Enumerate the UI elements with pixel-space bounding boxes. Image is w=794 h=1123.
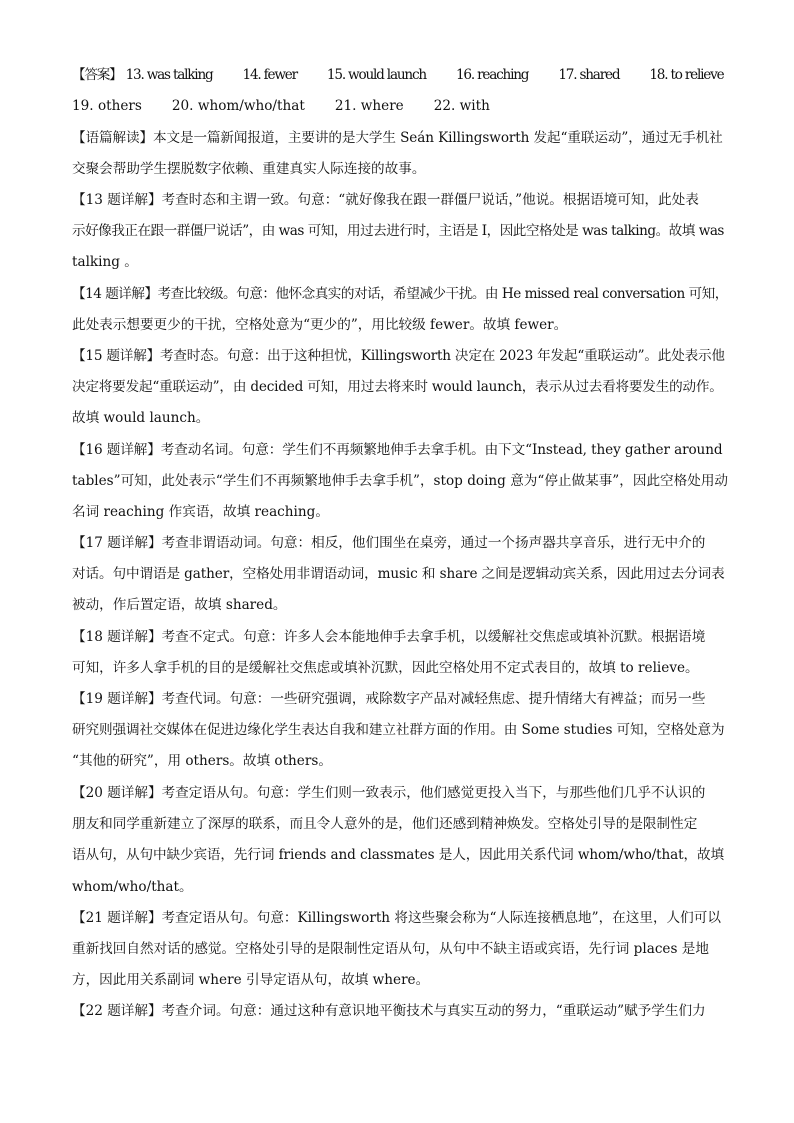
text-line: 故填 would launch。	[72, 410, 210, 427]
explanation-15	[72, 341, 728, 435]
answer-item: 18. to relieve	[649, 67, 724, 83]
answer-heading: 【答案】	[72, 67, 122, 83]
text-line: 【16 题详解】考查动名词。句意：学生们不再频繁地伸手去拿手机。由下文“Instead, they gather around	[72, 442, 723, 458]
answer-item: 22. with	[433, 98, 490, 115]
text-line: 【15 题详解】考查时态。句意：出于这种担忧，Killingsworth 决定在 2023 年发起“重联运动”。此处表示他	[72, 348, 725, 364]
explanation-13	[72, 185, 728, 279]
text-line: 【21 题详解】考查定语从句。句意：Killingsworth 将这些聚会称为“人际连接栖息地”，在这里，人们可以	[72, 910, 721, 926]
answer-key	[72, 60, 728, 122]
explanation-20	[72, 778, 728, 903]
explanation-17	[72, 528, 728, 622]
text-line: 朋友和同学重新建立了深厚的联系，而且令人意外的是，他们还感到精神焕发。空格处引导的是限制性定	[72, 816, 698, 833]
answer-item: 14. fewer	[242, 67, 297, 83]
answer-row-2	[72, 91, 728, 122]
text-line: tables”可知，此处表示“学生们不再频繁地伸手去拿手机”，stop doing 意为“停止做某事”，因此空格处用动	[72, 473, 728, 490]
text-line: talking 。	[72, 254, 138, 271]
answer-item: 21. where	[334, 98, 404, 115]
answer-item: 16. reaching	[455, 67, 529, 83]
answer-item: 19. others	[72, 98, 142, 115]
text-line: 【22 题详解】考查介词。句意：通过这种有意识地平衡技术与真实互动的努力，“重联运动”赋予学生们力	[72, 1003, 706, 1019]
answer-item: 15. would launch	[326, 67, 426, 83]
explanation-16	[72, 435, 728, 529]
explanation-18	[72, 622, 728, 684]
explanation-22	[72, 996, 728, 1027]
explanation-14	[72, 279, 728, 341]
text-line: 研究则强调社交媒体在促进边缘化学生表达自我和建立社群方面的作用。由 Some studies 可知，空格处意为	[72, 722, 725, 739]
text-line: 对话。句中谓语是 gather，空格处用非谓语动词，music 和 share 之间是逻辑动宾关系，因此用过去分词表	[72, 566, 725, 583]
explanation-21	[72, 903, 728, 997]
text-line: 示好像我正在跟一群僵尸说话”，由 was 可知，用过去进行时，主语是 I，因此空格处是 was talking。故填 was	[72, 223, 724, 240]
explanation-19	[72, 684, 728, 778]
text-line: 方，因此用关系副词 where 引导定语从句，故填 where。	[72, 972, 430, 989]
text-line: 决定将要发起“重联运动”，由 decided 可知，用过去将来时 would launch，表示从过去看将要发生的动作。	[72, 379, 723, 396]
text-line: 【17 题详解】考查非谓语动词。句意：相反，他们围坐在桌旁，通过一个扬声器共享音乐，进行无中介的	[72, 535, 706, 551]
text-line: 【19 题详解】考查代词。句意：一些研究强调，戒除数字产品对减轻焦虑、提升情绪大有裨益；而另一些	[72, 691, 706, 707]
answer-item: 17. shared	[558, 67, 620, 83]
answer-item: 13. was talking	[125, 67, 213, 83]
answer-item: 20. whom/who/that	[171, 98, 305, 115]
text-line: 名词 reaching 作宾语，故填 reaching。	[72, 504, 329, 521]
text-line: whom/who/that。	[72, 878, 193, 895]
passage-explanation	[72, 123, 728, 185]
text-line: 语从句，从句中缺少宾语，先行词 friends and classmates 是人，因此用关系代词 whom/who/that，故填	[72, 847, 725, 864]
text-line: 被动，作后置定语，故填 shared。	[72, 597, 287, 614]
text-line: 【18 题详解】考查不定式。句意：许多人会本能地伸手去拿手机，以缓解社交焦虑或填补沉默。根据语境	[72, 629, 706, 645]
text-line: 重新找回自然对话的感觉。空格处引导的是限制性定语从句，从句中不缺主语或宾语，先行词 places 是地	[72, 941, 709, 958]
text-line: “其他的研究”，用 others。故填 others。	[72, 753, 332, 770]
text-line: 【语篇解读】本文是一篇新闻报道，主要讲的是大学生 Seán Killingsworth 发起“重联运动”，通过无手机社	[72, 130, 723, 146]
text-line: 【14 题详解】考查比较级。句意：他怀念真实的对话，希望减少干扰。由 He missed real conversation 可知，	[72, 286, 728, 302]
text-line: 可知，许多人拿手机的目的是缓解社交焦虑或填补沉默，因此空格处用不定式表目的，故填 to relieve。	[72, 660, 699, 677]
answer-row-1	[72, 60, 728, 91]
text-line: 【13 题详解】考查时态和主谓一致。句意：“就好像我在跟一群僵尸说话，”他说。根据语境可知，此处表	[72, 192, 699, 208]
text-line: 此处表示想要更少的干扰，空格处意为“更少的”，用比较级 fewer。故填 fewer。	[72, 317, 568, 334]
text-line: 交聚会帮助学生摆脱数字依赖、重建真实人际连接的故事。	[72, 161, 426, 178]
text-line: 【20 题详解】考查定语从句。句意：学生们则一致表示，他们感觉更投入当下，与那些他们几乎不认识的	[72, 785, 706, 801]
